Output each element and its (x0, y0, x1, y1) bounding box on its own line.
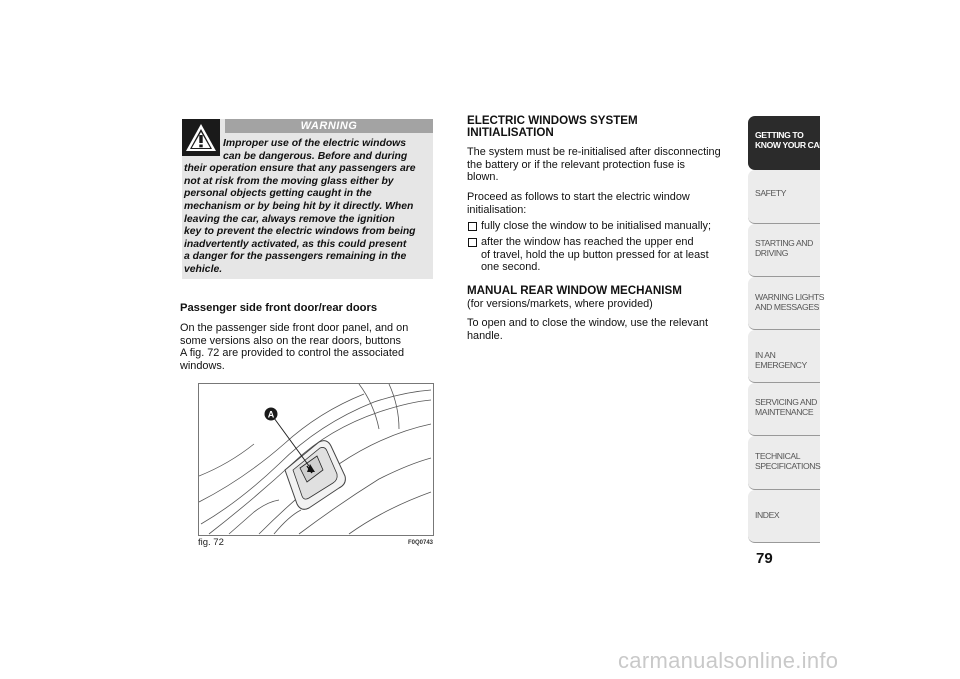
figure-caption: fig. 72 (198, 537, 224, 548)
title-line: INITIALISATION (467, 126, 554, 140)
warning-line: mechanism or by being hit by it directly. When (184, 200, 414, 212)
manual-window-text (467, 317, 708, 342)
warning-line: personal objects getting caught in the (184, 188, 372, 200)
passenger-section-text (180, 322, 436, 372)
tab-label: INDEX (755, 510, 780, 520)
warning-line: inadvertently activated, as this could present (184, 238, 407, 250)
tab-label-line: DRIVING (755, 248, 789, 258)
tab-warning-lights-and-messages[interactable] (748, 277, 825, 330)
watermark-text: carmanualsonline.info (618, 648, 839, 673)
bullet-item (467, 220, 711, 233)
tab-index[interactable] (748, 490, 820, 543)
tab-technical-specifications[interactable] (748, 436, 820, 490)
warning-text (184, 138, 430, 277)
figure-code: F0Q0743 (408, 540, 434, 546)
paragraph-line: To open and to close the window, use the relevant (467, 317, 708, 329)
manual-window-subtitle: (for versions/markets, where provided) (467, 298, 653, 310)
warning-line: vehicle. (184, 263, 223, 275)
callout-a-label: A (267, 409, 275, 420)
figure-72 (198, 383, 434, 536)
warning-line: can be dangerous. Before and during (223, 150, 408, 162)
tab-label: SAFETY (755, 188, 787, 198)
paragraph-line: handle. (467, 329, 503, 342)
tab-label (755, 397, 817, 417)
warning-line: leaving the car, always remove the ignition (184, 213, 395, 225)
initialisation-para2 (467, 191, 690, 216)
bullet-text: fully close the window to be initialised manually; (481, 220, 712, 232)
tab-label-line: STARTING AND (755, 238, 813, 248)
door-window-switch-illustration (199, 384, 433, 535)
tab-label (755, 451, 820, 471)
tab-label (755, 292, 824, 312)
paragraph-line: the battery or if the relevant protection fuse is (467, 158, 685, 171)
title-line: ELECTRIC WINDOWS SYSTEM (467, 114, 638, 127)
paragraph-line: of travel, hold the up button pressed for at least (481, 248, 709, 261)
tab-label-line: SPECIFICATIONS (755, 461, 821, 471)
bullet-item (467, 236, 709, 274)
tab-label-line: GETTING TO (755, 130, 804, 140)
checkbox-bullet-icon (468, 238, 477, 247)
paragraph-line: blown. (467, 171, 499, 184)
paragraph-line: On the passenger side front door panel, and on (180, 322, 409, 334)
warning-line: their operation ensure that any passengers are (184, 163, 416, 175)
tab-label-line: SERVICING AND (755, 397, 817, 407)
tab-label-line: TECHNICAL (755, 451, 801, 461)
tab-label-line: KNOW YOUR CAR (755, 140, 826, 150)
checkbox-bullet-icon (468, 222, 477, 231)
tab-label (755, 238, 813, 258)
paragraph-line: one second. (481, 261, 541, 274)
page-number: 79 (756, 550, 773, 567)
bullet-text (481, 236, 709, 274)
warning-line: a danger for the passengers remaining in the (184, 251, 407, 263)
initialisation-para1 (467, 146, 721, 184)
paragraph-line: initialisation: (467, 203, 527, 216)
manual-window-title: MANUAL REAR WINDOW MECHANISM (467, 284, 682, 297)
tab-safety[interactable] (748, 170, 820, 224)
warning-line: not at risk from the moving glass either by (184, 175, 394, 187)
paragraph-line: after the window has reached the upper end (481, 236, 694, 248)
paragraph-line: some versions also on the rear doors, buttons (180, 334, 401, 347)
tab-starting-and-driving[interactable] (748, 224, 820, 277)
warning-line: key to prevent the electric windows from being (184, 226, 416, 238)
paragraph-line: Proceed as follows to start the electric window (467, 191, 690, 203)
tab-label-line: AND MESSAGES (755, 302, 819, 312)
paragraph-line: A fig. 72 are provided to control the associated (180, 347, 405, 360)
paragraph-line: windows. (180, 359, 225, 372)
passenger-section-heading: Passenger side front door/rear doors (180, 302, 378, 314)
initialisation-title (467, 115, 638, 140)
paragraph-line: The system must be re-initialised after disconnecting (467, 146, 721, 158)
tab-label (755, 130, 825, 150)
tab-in-an-emergency[interactable] (748, 330, 820, 383)
warning-line: Improper use of the electric windows (223, 138, 407, 149)
tab-label: IN AN EMERGENCY (755, 350, 807, 370)
tab-label-line: MAINTENANCE (755, 407, 814, 417)
warning-heading: WARNING (225, 119, 433, 133)
tab-servicing-and-maintenance[interactable] (748, 383, 820, 436)
tab-label-line: WARNING LIGHTS (755, 292, 825, 302)
tab-getting-to-know-your-car[interactable] (748, 116, 826, 170)
